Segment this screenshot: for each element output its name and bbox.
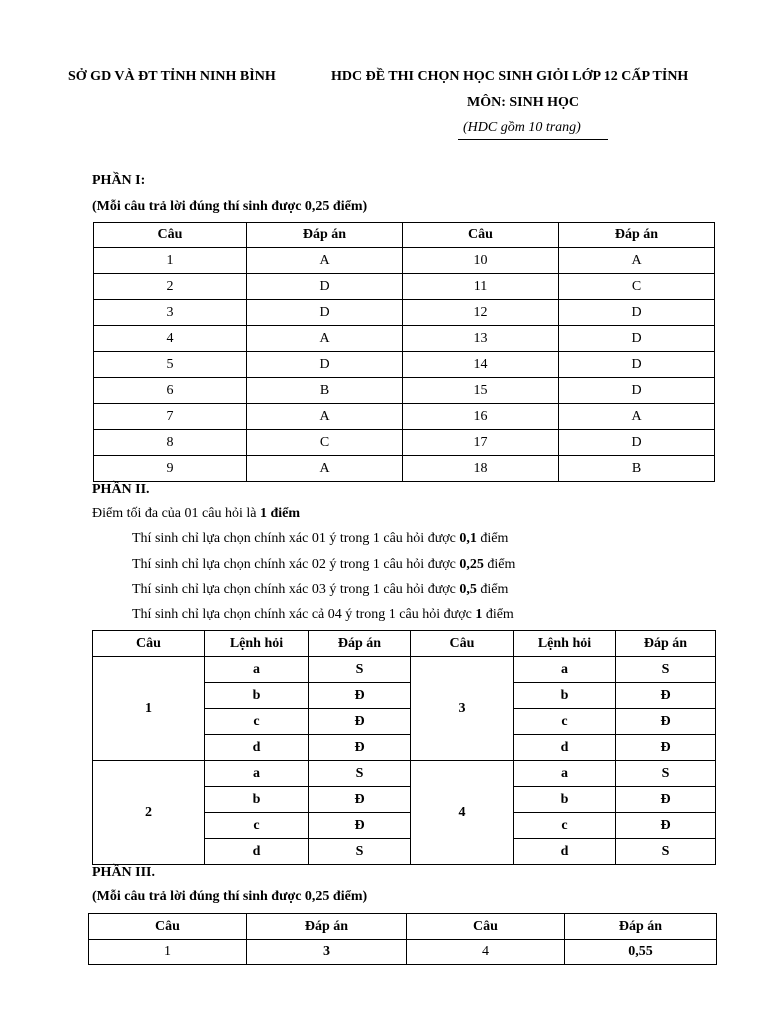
rule-unit: điểm	[476, 582, 509, 597]
subject-title: MÔN: SINH HỌC	[467, 95, 579, 110]
header-underline	[458, 139, 608, 140]
table-cell: Đ	[309, 735, 411, 761]
col-header-lenh-hoi: Lệnh hỏi	[514, 631, 616, 657]
header-right: HDC ĐỀ THI CHỌN HỌC SINH GIỎI LỚP 12 CẤP TỈNH	[331, 69, 689, 84]
table-cell: 11	[403, 274, 559, 300]
col-header-cau: Câu	[93, 631, 205, 657]
table-cell: 18	[403, 456, 559, 482]
table-cell: d	[514, 735, 616, 761]
table-cell: 0,55	[565, 940, 717, 965]
table-row	[94, 378, 715, 404]
table-cell: d	[205, 735, 309, 761]
table-cell: d	[205, 839, 309, 865]
col-header-dap-an: Đáp án	[309, 631, 411, 657]
table-cell: 2	[94, 274, 247, 300]
table-row	[93, 657, 716, 683]
col-header-cau: Câu	[411, 631, 514, 657]
col-header-cau: Câu	[89, 914, 247, 940]
part1-table	[93, 222, 715, 482]
table-cell: c	[205, 813, 309, 839]
col-header-lenh-hoi: Lệnh hỏi	[205, 631, 309, 657]
col-header-cau: Câu	[94, 223, 247, 248]
part2-title: PHẦN II.	[92, 482, 150, 497]
question-number: 2	[93, 761, 205, 865]
part2-table	[92, 630, 716, 865]
table-row	[93, 761, 716, 787]
table-cell: 6	[94, 378, 247, 404]
table-row	[94, 456, 715, 482]
part3-header-row	[89, 914, 717, 940]
table-cell: B	[559, 456, 715, 482]
table-cell: 7	[94, 404, 247, 430]
table-cell: A	[559, 404, 715, 430]
table-cell: S	[616, 839, 716, 865]
table-cell: D	[559, 326, 715, 352]
table-cell: S	[309, 761, 411, 787]
pages-note: (HDC gồm 10 trang)	[463, 120, 581, 135]
table-row	[94, 430, 715, 456]
table-cell: A	[247, 326, 403, 352]
rule-text: Thí sinh chỉ lựa chọn chính xác cả 04 ý trong 1 câu hỏi được	[132, 607, 476, 622]
table-cell: b	[205, 683, 309, 709]
table-cell: 4	[94, 326, 247, 352]
part2-rule	[132, 582, 508, 598]
rule-score: 0,5	[459, 582, 477, 597]
header-left: SỞ GD VÀ ĐT TỈNH NINH BÌNH	[68, 69, 276, 84]
question-number: 1	[93, 657, 205, 761]
table-cell: Đ	[616, 709, 716, 735]
table-cell: C	[559, 274, 715, 300]
rule-text: Thí sinh chỉ lựa chọn chính xác 01 ý trong 1 câu hỏi được	[132, 531, 460, 546]
table-cell: 15	[403, 378, 559, 404]
table-cell: 10	[403, 248, 559, 274]
col-header-dap-an: Đáp án	[559, 223, 715, 248]
table-cell: Đ	[616, 813, 716, 839]
part2-rule	[132, 607, 514, 623]
part1-note: (Mỗi câu trả lời đúng thí sinh được 0,25 điểm)	[92, 199, 368, 214]
col-header-dap-an: Đáp án	[565, 914, 717, 940]
part2-rule	[132, 531, 508, 547]
table-cell: 1	[94, 248, 247, 274]
col-header-cau: Câu	[407, 914, 565, 940]
table-cell: Đ	[309, 683, 411, 709]
table-cell: D	[559, 378, 715, 404]
table-cell: D	[247, 274, 403, 300]
part1-title: PHẦN I:	[92, 173, 146, 188]
table-cell: b	[205, 787, 309, 813]
table-cell: D	[559, 300, 715, 326]
table-cell: A	[559, 248, 715, 274]
table-row	[94, 404, 715, 430]
col-header-dap-an: Đáp án	[616, 631, 716, 657]
table-cell: a	[514, 657, 616, 683]
table-cell: B	[247, 378, 403, 404]
table-cell: c	[514, 709, 616, 735]
rule-unit: điểm	[483, 557, 516, 572]
rule-score: 0,1	[459, 531, 477, 546]
question-number: 4	[411, 761, 514, 865]
table-cell: 4	[407, 940, 565, 965]
table-cell: S	[309, 839, 411, 865]
table-cell: a	[205, 657, 309, 683]
rule-text: Thí sinh chỉ lựa chọn chính xác 02 ý trong 1 câu hỏi được	[132, 557, 460, 572]
table-cell: c	[205, 709, 309, 735]
table-cell: D	[559, 352, 715, 378]
table-row	[89, 940, 717, 965]
table-cell: a	[514, 761, 616, 787]
table-cell: 14	[403, 352, 559, 378]
table-cell: 17	[403, 430, 559, 456]
rule-score: 0,25	[459, 557, 484, 572]
part2-rule	[132, 557, 515, 573]
table-cell: S	[616, 657, 716, 683]
table-cell: 13	[403, 326, 559, 352]
part1-header-row	[94, 223, 715, 248]
table-cell: 3	[94, 300, 247, 326]
rule-text: Thí sinh chỉ lựa chọn chính xác 03 ý trong 1 câu hỏi được	[132, 582, 460, 597]
question-number: 3	[411, 657, 514, 761]
table-row	[94, 352, 715, 378]
table-row	[94, 248, 715, 274]
part3-table	[88, 913, 717, 965]
table-cell: b	[514, 683, 616, 709]
table-cell: C	[247, 430, 403, 456]
table-cell: 9	[94, 456, 247, 482]
table-cell: A	[247, 456, 403, 482]
table-cell: Đ	[309, 709, 411, 735]
table-cell: D	[559, 430, 715, 456]
table-cell: 16	[403, 404, 559, 430]
table-cell: D	[247, 300, 403, 326]
table-cell: 12	[403, 300, 559, 326]
part2-max-prefix: Điểm tối đa của 01 câu hỏi là	[92, 506, 260, 521]
part3-note: (Mỗi câu trả lời đúng thí sinh được 0,25 điểm)	[92, 889, 368, 904]
table-row	[94, 274, 715, 300]
table-cell: Đ	[309, 787, 411, 813]
col-header-cau: Câu	[403, 223, 559, 248]
table-cell: S	[616, 761, 716, 787]
table-cell: b	[514, 787, 616, 813]
table-cell: 3	[247, 940, 407, 965]
table-cell: Đ	[309, 813, 411, 839]
table-cell: 8	[94, 430, 247, 456]
rule-unit: điểm	[476, 531, 509, 546]
rule-score: 1	[475, 607, 483, 622]
table-cell: Đ	[616, 683, 716, 709]
table-cell: S	[309, 657, 411, 683]
table-cell: 1	[89, 940, 247, 965]
part2-header-row	[93, 631, 716, 657]
col-header-dap-an: Đáp án	[247, 914, 407, 940]
table-row	[94, 300, 715, 326]
col-header-dap-an: Đáp án	[247, 223, 403, 248]
table-cell: D	[247, 352, 403, 378]
table-cell: A	[247, 248, 403, 274]
part3-title: PHẦN III.	[92, 865, 156, 880]
part2-max-bold: 1 điểm	[259, 506, 301, 521]
table-cell: d	[514, 839, 616, 865]
table-cell: Đ	[616, 735, 716, 761]
rule-unit: điểm	[482, 607, 514, 622]
table-cell: Đ	[616, 787, 716, 813]
table-row	[94, 326, 715, 352]
table-cell: 5	[94, 352, 247, 378]
part2-max-score	[92, 506, 300, 522]
table-cell: A	[247, 404, 403, 430]
table-cell: a	[205, 761, 309, 787]
table-cell: c	[514, 813, 616, 839]
